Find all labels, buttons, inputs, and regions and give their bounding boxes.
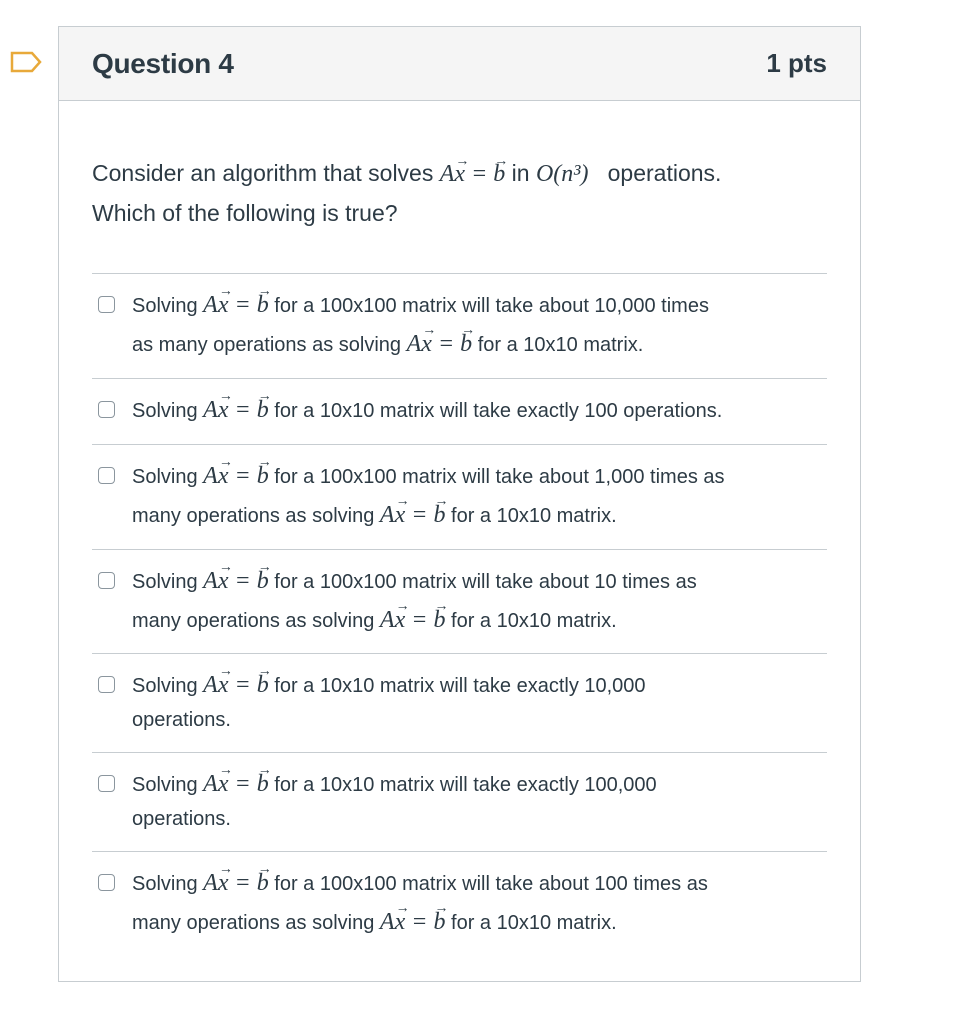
answer-line1-pre: Solving: [132, 466, 198, 488]
answer-list: [92, 273, 827, 951]
answer-text: Solving A→ x = → b for a 10x10 matrix will take exactly 100 operations.: [132, 379, 722, 430]
answer-line2-pre: many operations as solving: [132, 610, 375, 632]
answer-checkbox[interactable]: [98, 401, 115, 418]
answer-text: Solving A→ x = → b for a 100x100 matrix will take about 1,000 times as many operations as solving A→ x = → b for a 10x10 matrix.: [132, 445, 725, 535]
answer-option[interactable]: [92, 273, 827, 378]
answer-line1-post: for a 100x100 matrix will take about 100 times as: [274, 873, 708, 895]
answer-line2-pre: as many operations as solving: [132, 334, 402, 356]
answer-option[interactable]: [92, 378, 827, 444]
answer-line2-post: for a 10x10 matrix.: [451, 505, 617, 527]
answer-line1-post: for a 10x10 matrix will take exactly 10,000: [274, 675, 646, 697]
answer-option[interactable]: [92, 444, 827, 549]
prompt-text: Consider an algorithm that solves: [92, 160, 434, 186]
answer-line1-post: for a 10x10 matrix will take exactly 100,000: [274, 774, 657, 796]
answer-line1-post: for a 100x100 matrix will take about 10,000 times: [274, 295, 709, 317]
answer-line2-pre: operations.: [132, 709, 231, 731]
answer-line1-post: for a 10x10 matrix will take exactly 100 operations.: [274, 400, 723, 422]
question-card: [58, 26, 861, 982]
prompt-big-o: O(n³): [535, 161, 589, 187]
answer-line1-pre: Solving: [132, 873, 198, 895]
answer-line2-pre: operations.: [132, 808, 231, 830]
answer-option[interactable]: [92, 851, 827, 951]
answer-checkbox[interactable]: [98, 676, 115, 693]
answer-line2-pre: many operations as solving: [132, 912, 375, 934]
question-header: [59, 27, 860, 101]
question-body: [59, 154, 860, 951]
answer-line2-pre: many operations as solving: [132, 505, 375, 527]
answer-text: Solving A→ x = → b for a 100x100 matrix will take about 10 times as many operations as solving A→ x = → b for a 10x10 matrix.: [132, 550, 697, 640]
answer-line1-pre: Solving: [132, 295, 198, 317]
answer-option[interactable]: [92, 653, 827, 752]
answer-checkbox[interactable]: [98, 572, 115, 589]
answer-line1-pre: Solving: [132, 571, 198, 593]
prompt-text-in: in: [511, 160, 530, 186]
answer-line1-post: for a 100x100 matrix will take about 1,000 times as: [274, 466, 725, 488]
answer-option[interactable]: [92, 549, 827, 653]
prompt-line2: Which of the following is true?: [92, 200, 398, 226]
answer-checkbox[interactable]: [98, 775, 115, 792]
question-points: 1 pts: [766, 48, 827, 78]
answer-text: Solving A→ x = → b for a 10x10 matrix will take exactly 100,000 operations.: [132, 753, 657, 834]
answer-checkbox[interactable]: [98, 467, 115, 484]
answer-text: Solving A→ x = → b for a 100x100 matrix will take about 10,000 times as many operations as solving A→ x = → b for a 10x10 matrix.: [132, 274, 709, 364]
answer-text: Solving A→ x = → b for a 10x10 matrix will take exactly 10,000 operations.: [132, 654, 646, 735]
question-title: Question 4: [92, 47, 234, 79]
answer-line1-pre: Solving: [132, 774, 198, 796]
answer-option[interactable]: [92, 752, 827, 851]
answer-line1-pre: Solving: [132, 675, 198, 697]
answer-line2-post: for a 10x10 matrix.: [451, 610, 617, 632]
answer-checkbox[interactable]: [98, 874, 115, 891]
answer-line1-post: for a 100x100 matrix will take about 10 times as: [274, 571, 697, 593]
answer-text: Solving A→ x = → b for a 100x100 matrix will take about 100 times as many operations as solving A→ x = → b for a 10x10 matrix.: [132, 852, 708, 942]
prompt-equation: A→ x = → b: [440, 161, 506, 187]
prompt-text-operations: operations.: [607, 160, 722, 186]
bookmark-flag-icon[interactable]: [10, 51, 42, 73]
question-prompt: [92, 154, 827, 233]
answer-line2-post: for a 10x10 matrix.: [451, 912, 617, 934]
answer-line2-post: for a 10x10 matrix.: [477, 334, 644, 356]
answer-checkbox[interactable]: [98, 296, 115, 313]
answer-line1-pre: Solving: [132, 400, 198, 422]
